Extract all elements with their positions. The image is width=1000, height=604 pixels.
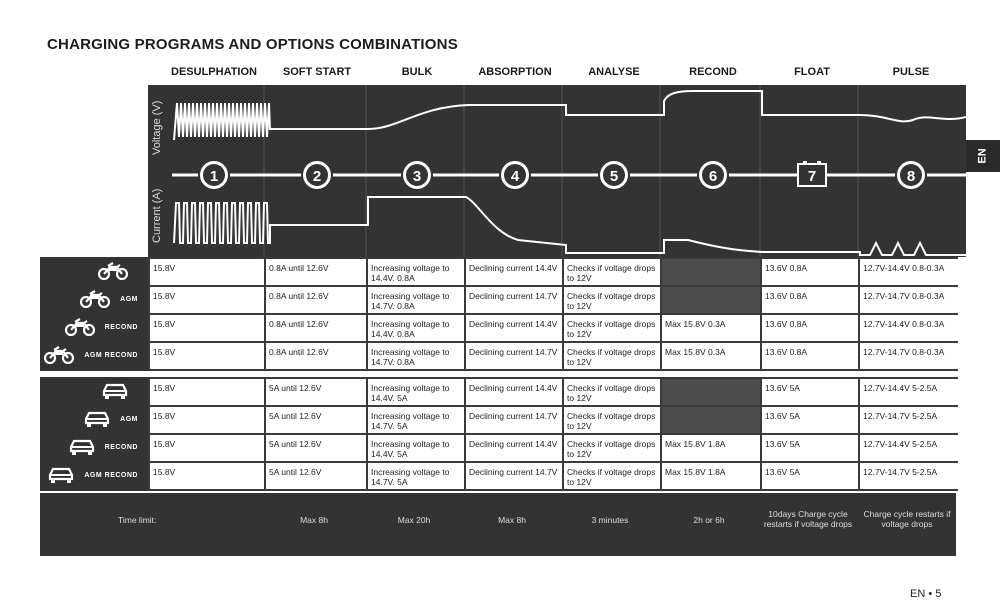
stage-number-8: 8 bbox=[906, 168, 916, 185]
table-cell: 13.6V 5A bbox=[762, 407, 858, 433]
table-cell: Declining current 14.7V bbox=[466, 343, 562, 369]
vehicle-program-label bbox=[40, 433, 148, 461]
table-cell: Checks if voltage drops to 12V bbox=[564, 435, 660, 461]
motorbike-icon-column bbox=[40, 257, 148, 371]
stage-marker-5 bbox=[599, 160, 629, 190]
stage-label-1: DESULPHATION bbox=[171, 66, 257, 78]
table-cell: Checks if voltage drops to 12V bbox=[564, 463, 660, 489]
table-cell: 15.8V bbox=[150, 379, 264, 405]
table-cell: 15.8V bbox=[150, 287, 264, 313]
table-cell: 12.7V-14.7V 5-2.5A bbox=[860, 407, 958, 433]
motorbike-icon bbox=[65, 318, 95, 336]
car-icon-column bbox=[40, 377, 148, 491]
table-cell: Increasing voltage to 14.7V. 5A bbox=[368, 463, 464, 489]
program-tag: AGM bbox=[120, 415, 138, 423]
table-cell: 15.8V bbox=[150, 343, 264, 369]
vehicle-program-label bbox=[40, 257, 148, 285]
stage-label-4: ABSORPTION bbox=[478, 66, 552, 78]
table-cell: Max 15.8V 0.3A bbox=[662, 343, 760, 369]
language-tab-label: EN bbox=[977, 148, 989, 164]
stage-label-5: ANALYSE bbox=[588, 66, 640, 78]
table-cell: Declining current 14.4V bbox=[466, 435, 562, 461]
table-cell: 13.6V 0.8A bbox=[762, 259, 858, 285]
table-cell: Increasing voltage to 14.7V. 0.8A bbox=[368, 287, 464, 313]
motorbike-icon bbox=[98, 262, 128, 280]
table-cell: Declining current 14.4V bbox=[466, 315, 562, 341]
table-cell: 13.6V 5A bbox=[762, 435, 858, 461]
time-limit-value: Max 20h bbox=[397, 515, 431, 525]
motorbike-icon bbox=[44, 346, 74, 364]
table-cell: 13.6V 0.8A bbox=[762, 343, 858, 369]
charging-curve-graph bbox=[148, 85, 966, 257]
table-cell: 13.6V 5A bbox=[762, 379, 858, 405]
table-cell: 0.8A until 12.6V bbox=[266, 259, 366, 285]
vehicle-program-label bbox=[40, 377, 148, 405]
language-tab bbox=[966, 140, 1000, 172]
table-cell: Declining current 14.7V bbox=[466, 463, 562, 489]
vehicle-program-label bbox=[40, 341, 148, 369]
table-cell: Declining current 14.4V bbox=[466, 379, 562, 405]
motorbike-icon bbox=[80, 290, 110, 308]
motorbike-icon bbox=[65, 318, 95, 336]
table-cell: Increasing voltage to 14.4V. 0.8A bbox=[368, 315, 464, 341]
page-number: EN • 5 bbox=[910, 588, 942, 600]
table-cell: 12.7V-14.4V 0.8-0.3A bbox=[860, 259, 958, 285]
stage-marker-1 bbox=[199, 160, 229, 190]
stage-label-3: BULK bbox=[401, 66, 433, 78]
table-cell: Max 15.8V 0.3A bbox=[662, 315, 760, 341]
car-icon bbox=[69, 438, 95, 456]
table-cell: Checks if voltage drops to 12V bbox=[564, 315, 660, 341]
car-icon bbox=[48, 466, 74, 484]
table-cell: 15.8V bbox=[150, 407, 264, 433]
table-cell: 12.7V-14.4V 5-2.5A bbox=[860, 435, 958, 461]
stage-number-5: 5 bbox=[609, 168, 619, 185]
table-cell: 13.6V 0.8A bbox=[762, 315, 858, 341]
vehicle-program-label bbox=[40, 285, 148, 313]
car-icon bbox=[48, 466, 74, 484]
table-cell: 13.6V 5A bbox=[762, 463, 858, 489]
stage-marker-4 bbox=[500, 160, 530, 190]
table-cell: 0.8A until 12.6V bbox=[266, 287, 366, 313]
table-cell bbox=[662, 379, 760, 405]
stage-label-8: PULSE bbox=[892, 66, 930, 78]
motorbike-icon bbox=[98, 262, 128, 280]
table-cell: 13.6V 0.8A bbox=[762, 287, 858, 313]
table-cell: 12.7V-14.4V 0.8-0.3A bbox=[860, 315, 958, 341]
table-cell: 12.7V-14.7V 0.8-0.3A bbox=[860, 343, 958, 369]
table-cell: Increasing voltage to 14.7V. 0.8A bbox=[368, 343, 464, 369]
stage-label-6: RECOND bbox=[689, 66, 737, 78]
stage-marker-3 bbox=[402, 160, 432, 190]
table-cells bbox=[148, 257, 958, 371]
program-tag: RECOND bbox=[104, 323, 138, 331]
car-icon bbox=[102, 382, 128, 400]
table-cell: Checks if voltage drops to 12V bbox=[564, 407, 660, 433]
table-cell: 15.8V bbox=[150, 463, 264, 489]
table-cell: 5A until 12.6V bbox=[266, 463, 366, 489]
table-cell: Max 15.8V 1.8A bbox=[662, 463, 760, 489]
vehicle-program-label bbox=[40, 405, 148, 433]
time-limit-value: 3 minutes bbox=[591, 515, 629, 525]
table-cell: Checks if voltage drops to 12V bbox=[564, 287, 660, 313]
car-icon bbox=[102, 382, 128, 400]
table-cell: 5A until 12.6V bbox=[266, 379, 366, 405]
table-cell: Increasing voltage to 14.4V. 5A bbox=[368, 379, 464, 405]
table-cell: Declining current 14.7V bbox=[466, 287, 562, 313]
table-cell: 15.8V bbox=[150, 435, 264, 461]
stage-marker-8 bbox=[896, 160, 926, 190]
program-tag: RECOND bbox=[104, 443, 138, 451]
table-cell: Declining current 14.7V bbox=[466, 407, 562, 433]
car-icon bbox=[69, 438, 95, 456]
car-icon bbox=[84, 410, 110, 428]
stage-marker-6 bbox=[698, 160, 728, 190]
table-cell bbox=[662, 287, 760, 313]
table-cell: Increasing voltage to 14.4V. 0.8A bbox=[368, 259, 464, 285]
time-limit-value: Charge cycle restarts if voltage drops bbox=[863, 509, 951, 529]
table-cell: 5A until 12.6V bbox=[266, 435, 366, 461]
time-limit-value: 10days Charge cycle restarts if voltage drops bbox=[763, 509, 853, 529]
voltage-axis-label: Voltage (V) bbox=[151, 100, 163, 155]
time-limit-label: Time limit: bbox=[118, 515, 157, 525]
table-cell: 12.7V-14.4V 5-2.5A bbox=[860, 379, 958, 405]
table-cell: Increasing voltage to 14.7V. 5A bbox=[368, 407, 464, 433]
table-cell: Checks if voltage drops to 12V bbox=[564, 379, 660, 405]
table-cell: 15.8V bbox=[150, 315, 264, 341]
car-icon bbox=[84, 410, 110, 428]
table-cell: Max 15.8V 1.8A bbox=[662, 435, 760, 461]
motorbike-icon bbox=[44, 346, 74, 364]
stage-number-6: 6 bbox=[708, 168, 718, 185]
table-cell: Declining current 14.4V bbox=[466, 259, 562, 285]
time-limit-value: Max 8h bbox=[498, 515, 526, 525]
program-tag: AGM bbox=[120, 295, 138, 303]
stage-number-2: 2 bbox=[312, 168, 322, 185]
table-cell: 12.7V-14.7V 5-2.5A bbox=[860, 463, 958, 489]
stage-marker-7 bbox=[798, 162, 826, 186]
table-cell bbox=[662, 407, 760, 433]
table-cell: 0.8A until 12.6V bbox=[266, 343, 366, 369]
vehicle-program-label bbox=[40, 461, 148, 489]
stage-number-4: 4 bbox=[510, 168, 520, 185]
table-cells bbox=[148, 377, 958, 491]
table-cell: Checks if voltage drops to 12V bbox=[564, 343, 660, 369]
stage-number-1: 1 bbox=[209, 168, 219, 185]
stage-label-7: FLOAT bbox=[794, 66, 830, 78]
table-cell: 0.8A until 12.6V bbox=[266, 315, 366, 341]
page-title: CHARGING PROGRAMS AND OPTIONS COMBINATIONS bbox=[47, 36, 458, 53]
time-limit-value: 2h or 6h bbox=[693, 515, 725, 525]
stage-marker-2 bbox=[302, 160, 332, 190]
table-cell: 5A until 12.6V bbox=[266, 407, 366, 433]
program-tag: AGM RECOND bbox=[84, 471, 138, 479]
table-cell: Increasing voltage to 14.4V. 5A bbox=[368, 435, 464, 461]
table-cell: Checks if voltage drops to 12V bbox=[564, 259, 660, 285]
stage-number-7: 7 bbox=[807, 168, 817, 185]
table-cell: 15.8V bbox=[150, 259, 264, 285]
motorbike-icon bbox=[80, 290, 110, 308]
stage-label-2: SOFT START bbox=[282, 66, 352, 78]
time-limit-row bbox=[40, 493, 956, 556]
table-cell: 12.7V-14.7V 0.8-0.3A bbox=[860, 287, 958, 313]
table-cell bbox=[662, 259, 760, 285]
current-axis-label: Current (A) bbox=[151, 188, 163, 243]
time-limit-value: Max 8h bbox=[300, 515, 328, 525]
stage-number-3: 3 bbox=[412, 168, 422, 185]
vehicle-program-label bbox=[40, 313, 148, 341]
program-tag: AGM RECOND bbox=[84, 351, 138, 359]
